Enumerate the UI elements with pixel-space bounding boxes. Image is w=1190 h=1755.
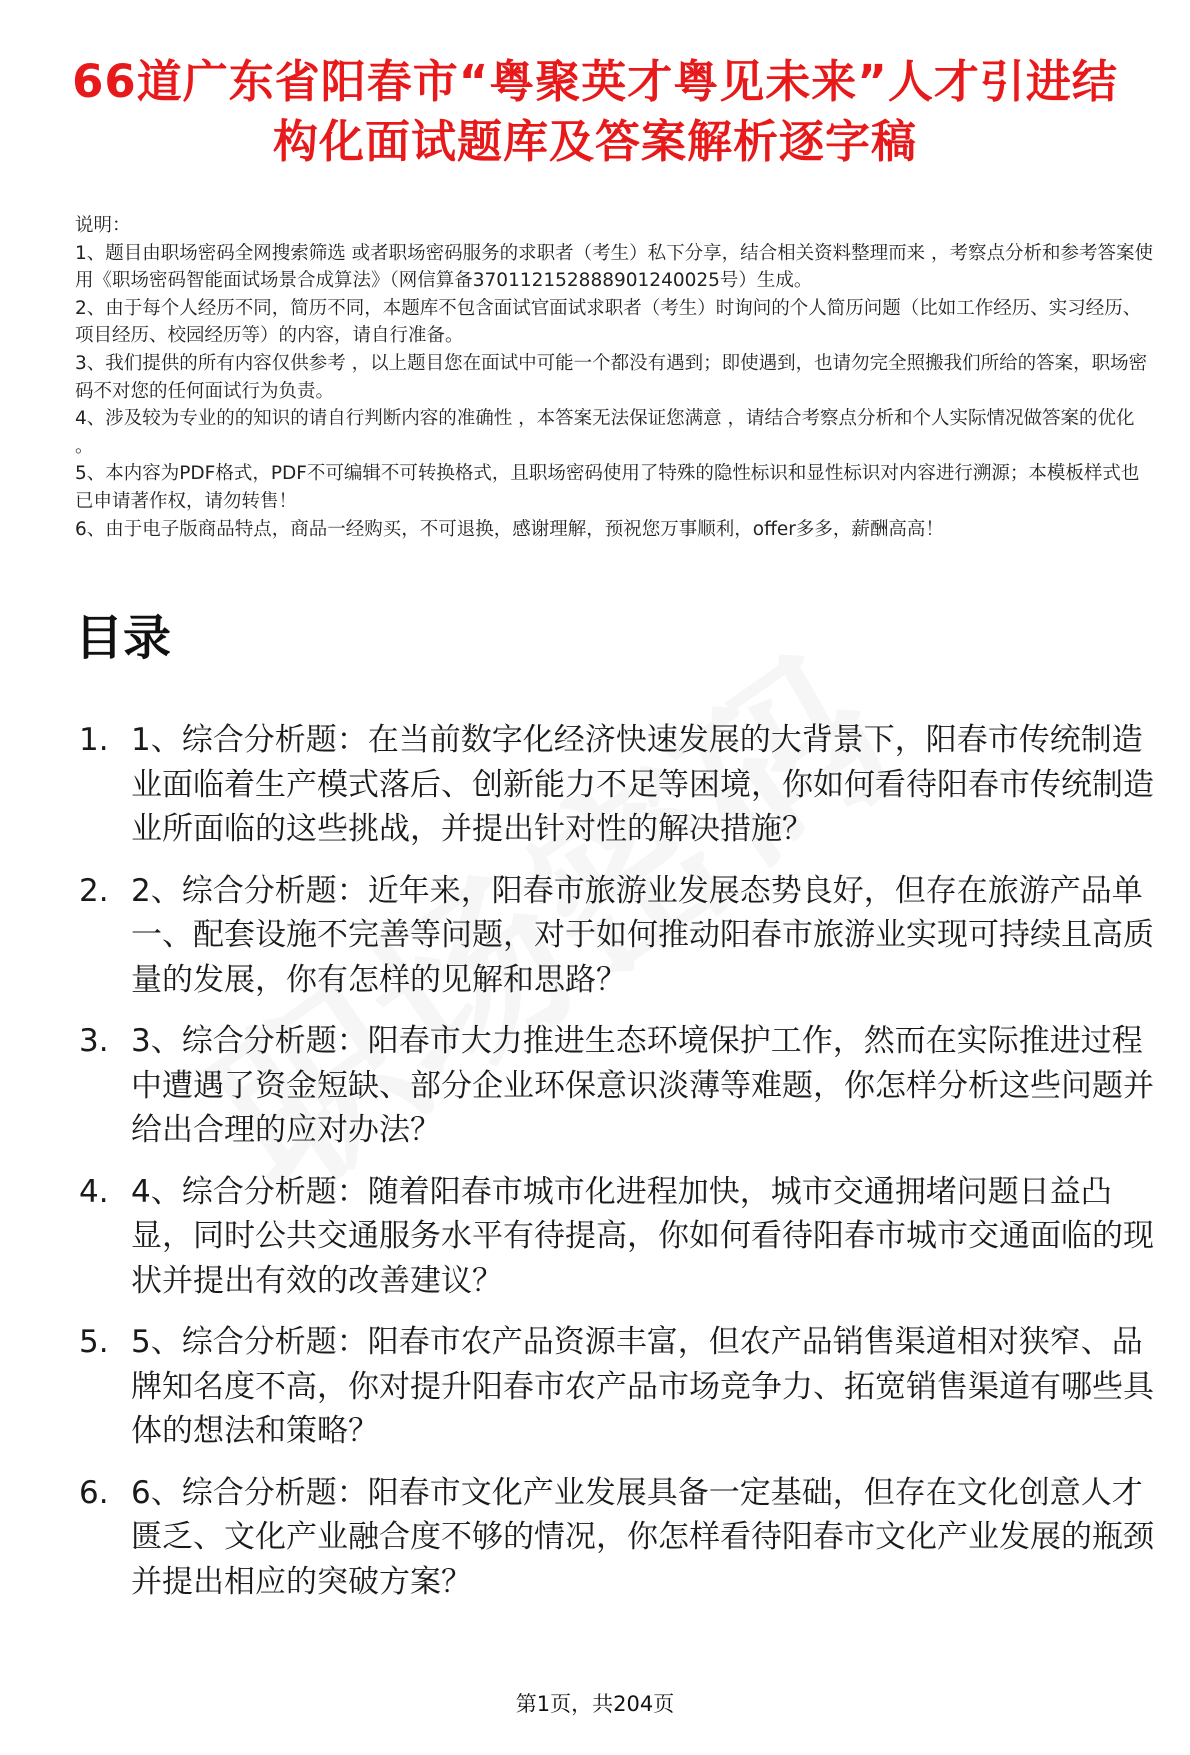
toc-entry-number: 5. <box>79 1324 109 1360</box>
toc-entry[interactable] <box>75 718 1170 852</box>
instruction-item: 6、由于电子版商品特点，商品一经购买，不可退换，感谢理解，预祝您万事顺利，offer多多，薪酬高高！ <box>75 518 944 540</box>
toc-entry-text: 2、综合分析题：近年来，阳春市旅游业发展态势良好，但存在旅游产品单一、配套设施不完善等问题，对于如何推动阳春市旅游业实现可持续且高质量的发展，你有怎样的见解和思路？ <box>131 872 1154 998</box>
toc-entry-text: 5、综合分析题：阳春市农产品资源丰富，但农产品销售渠道相对狭窄、品牌知名度不高，你对提升阳春市农产品市场竞争力、拓宽销售渠道有哪些具体的想法和策略？ <box>131 1324 1154 1449</box>
toc-entry-text: 6、综合分析题：阳春市文化产业发展具备一定基础，但存在文化创意人才匮乏、文化产业融合度不够的情况，你怎样看待阳春市文化产业发展的瓶颈并提出相应的突破方案？ <box>131 1474 1154 1600</box>
toc-entry-number: 1. <box>79 722 109 758</box>
instruction-item: 1、题目由职场密码全网搜索筛选 或者职场密码服务的求职者（考生）私下分享，结合相关资料整理而来 ，考察点分析和参考答案使用《职场密码智能面试场景合成算法》（网信算备370112152888901240025号）生成。 <box>75 242 1154 292</box>
instructions-block <box>75 212 1155 543</box>
toc-entry-number: 3. <box>79 1023 109 1059</box>
toc-entry-number: 6. <box>79 1474 109 1511</box>
toc-entry[interactable] <box>75 1320 1170 1454</box>
toc-entry-text: 3、综合分析题：阳春市大力推进生态环境保护工作，然而在实际推进过程中遭遇了资金短缺、部分企业环保意识淡薄等难题，你怎样分析这些问题并给出合理的应对办法？ <box>131 1023 1154 1148</box>
toc-entry[interactable] <box>75 1170 1170 1304</box>
instruction-item: 5、本内容为PDF格式，PDF不可编辑不可转换格式，且职场密码使用了特殊的隐性标识和显性标识对内容进行溯源；本模板样式也已申请著作权，请勿转售！ <box>75 463 1140 512</box>
toc-entry-text: 1、综合分析题：在当前数字化经济快速发展的大背景下，阳春市传统制造业面临着生产模式落后、创新能力不足等困境，你如何看待阳春市传统制造业所面临的这些挑战，并提出针对性的解决措施？ <box>131 722 1154 847</box>
toc-entry-text: 4、综合分析题：随着阳春市城市化进程加快，城市交通拥堵问题日益凸显，同时公共交通服务水平有待提高，你如何看待阳春市城市交通面临的现状并提出有效的改善建议？ <box>131 1173 1154 1299</box>
instruction-item: 3、我们提供的所有内容仅供参考 ，以上题目您在面试中可能一个都没有遇到；即使遇到，也请勿完全照搬我们所给的答案，职场密码不对您的任何面试行为负责。 <box>75 352 1148 402</box>
instruction-item: 4、涉及较为专业的的知识的请自行判断内容的准确性 ，本答案无法保证您满意 ，请结合考察点分析和个人实际情况做答案的优化 。 <box>75 408 1135 457</box>
toc-heading: 目录 <box>75 610 172 666</box>
table-of-contents <box>75 718 1170 1621</box>
instructions-heading: 说明： <box>75 215 131 236</box>
document-title: 66道广东省阳春市“粤聚英才粤见未来”人才引进结构化面试题库及答案解析逐字稿 <box>72 55 1118 168</box>
toc-entry-number: 4. <box>79 1173 109 1210</box>
toc-entry[interactable] <box>75 1019 1170 1153</box>
instruction-item: 2、由于每个人经历不同，简历不同，本题库不包含面试官面试求职者（考生）时询问的个人简历问题（比如工作经历、实习经历、项目经历、校园经历等）的内容，请自行准备。 <box>75 297 1142 347</box>
page-footer: 第1页，共204页 <box>515 1692 675 1716</box>
toc-entry[interactable] <box>75 869 1170 1003</box>
toc-entry[interactable] <box>75 1471 1170 1605</box>
toc-entry-number: 2. <box>79 872 109 909</box>
